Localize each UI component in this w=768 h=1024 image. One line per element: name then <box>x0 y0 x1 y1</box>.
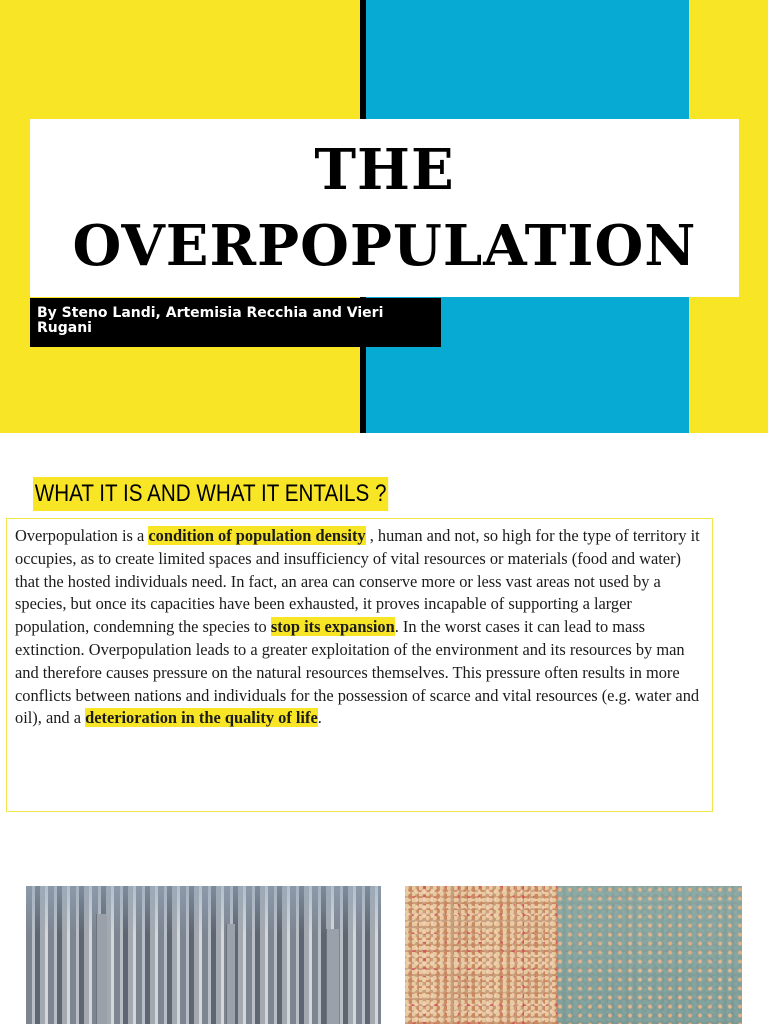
body-text-part-2: , human and not, so high for the type of territory it occupies, as to create limited spaces and insufficiency of vital resources or materials (food and water) that the hosted individuals need. In fact, an area can conserve more or less vast areas not used by a species, but once its capacities have been exhausted, it proves incapable of supporting a larger population, condemning the species to <box>15 526 700 637</box>
body-paragraph <box>15 525 706 730</box>
highlight-population-density: condition of population density <box>148 526 366 545</box>
title-line-2: OVERPOPULATION <box>72 213 697 279</box>
skyscraper-shape <box>226 924 235 1024</box>
skyscraper-shape <box>326 929 339 1024</box>
section-heading: WHAT IT IS AND WHAT IT ENTAILS ? <box>33 477 388 511</box>
crowded-beach-photo <box>405 886 742 1024</box>
highlight-quality-of-life: deterioration in the quality of life <box>85 708 318 728</box>
skyscraper-shape <box>96 914 107 1024</box>
body-text-part-4: . <box>317 708 322 728</box>
author-byline: By Steno Landi, Artemisia Recchia and Vieri Rugani <box>37 305 384 336</box>
body-text-part-3: . In the worst cases it can lead to mass extinction. Overpopulation leads to a greater exploitation of the environment and its resources by man and therefore causes pressure on the natural resources themselves. This pressure often results in more conflicts between nations and individuals for the possession of scarce and vital resources (e.g. water and oil), and a <box>15 617 700 728</box>
sea-area <box>557 886 742 1024</box>
body-text-part-1: Overpopulation is a <box>15 526 149 545</box>
title-line-1: THE <box>314 137 455 203</box>
body-text-box <box>6 518 713 812</box>
title-box <box>30 119 739 297</box>
city-skyline-photo <box>26 886 381 1024</box>
highlight-stop-expansion: stop its expansion <box>270 617 395 637</box>
byline-box <box>30 298 441 347</box>
